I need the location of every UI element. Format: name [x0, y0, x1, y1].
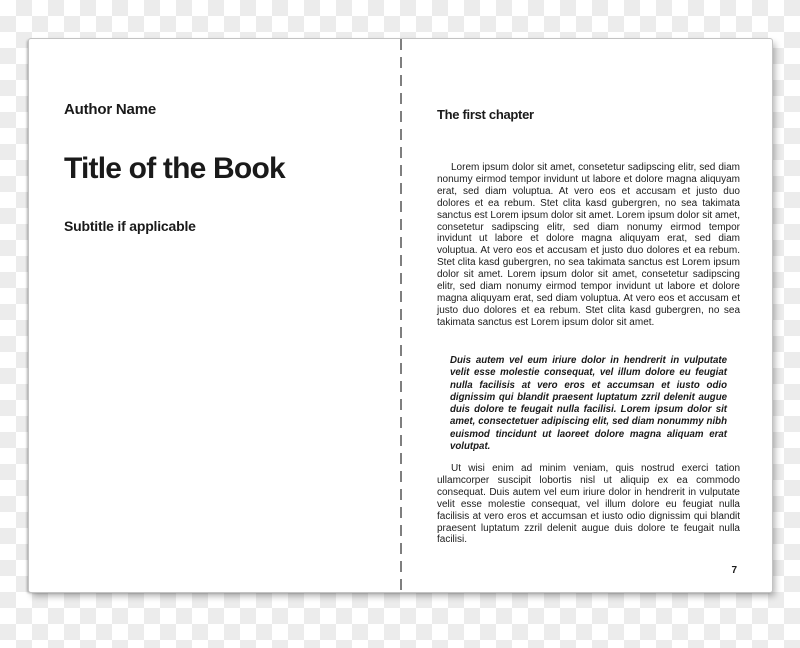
book-subtitle: Subtitle if applicable: [64, 218, 196, 234]
page-number: 7: [731, 565, 737, 576]
chapter-heading: The first chapter: [437, 107, 534, 122]
spine-fold-dashed-line: [400, 39, 402, 592]
book-spread-page: [29, 39, 772, 592]
body-paragraph-1: Lorem ipsum dolor sit amet, consetetur sadipscing elitr, sed diam nonumy eirmod tempor invidunt ut labore et dolore magna aliquyam erat, sed diam voluptua. At vero eos et accusam et justo duo dolores et ea rebum. Stet clita kasd gubergren, no sea takimata sanctus est Lorem ipsum dolor sit amet. Lorem ipsum dolor sit amet, consetetur sadipscing elitr, sed diam nonumy eirmod tempor invidunt ut labore et dolore magna aliquyam erat, sed diam voluptua. At vero eos et accusam et justo duo dolores et ea rebum. Stet clita kasd gubergren, no sea takimata sanctus est Lorem ipsum dolor sit amet. Lorem ipsum dolor sit amet, consetetur sadipscing elitr, sed diam nonumy eirmod tempor invidunt ut labore et dolore magna aliquyam erat, sed diam voluptua. At vero eos et accusam et justo duo dolores et ea rebum. Stet clita kasd gubergren, no sea takimata sanctus est Lorem ipsum dolor sit amet.: [437, 162, 740, 328]
book-title: Title of the Book: [64, 152, 285, 185]
body-paragraph-2: Ut wisi enim ad minim veniam, quis nostrud exerci tation ullamcorper suscipit lobortis nisl ut aliquip ex ea commodo consequat. Duis autem vel eum iriure dolor in hendrerit in vulputate velit esse molestie consequat, vel illum dolore eu feugiat nulla facilisis at vero eros et accumsan et iusto odio dignissim qui blandit praesent luptatum zzril delenit augue duis dolore te feugait nulla facilisi.: [437, 463, 740, 546]
quote-paragraph: Duis autem vel eum iriure dolor in hendrerit in vulputate velit esse molestie consequat, vel illum dolore eu feugiat nulla facilisis at vero eros et accumsan et iusto odio dignissim qui blandit praesent luptatum zzril delenit augue duis dolore te feugait nulla facilisi. Lorem ipsum dolor sit amet, consectetuer adipiscing elit, sed diam nonummy nibh euismod tincidunt ut laoreet dolore magna aliquam erat volutpat.: [450, 355, 727, 453]
author-name: Author Name: [64, 101, 156, 118]
